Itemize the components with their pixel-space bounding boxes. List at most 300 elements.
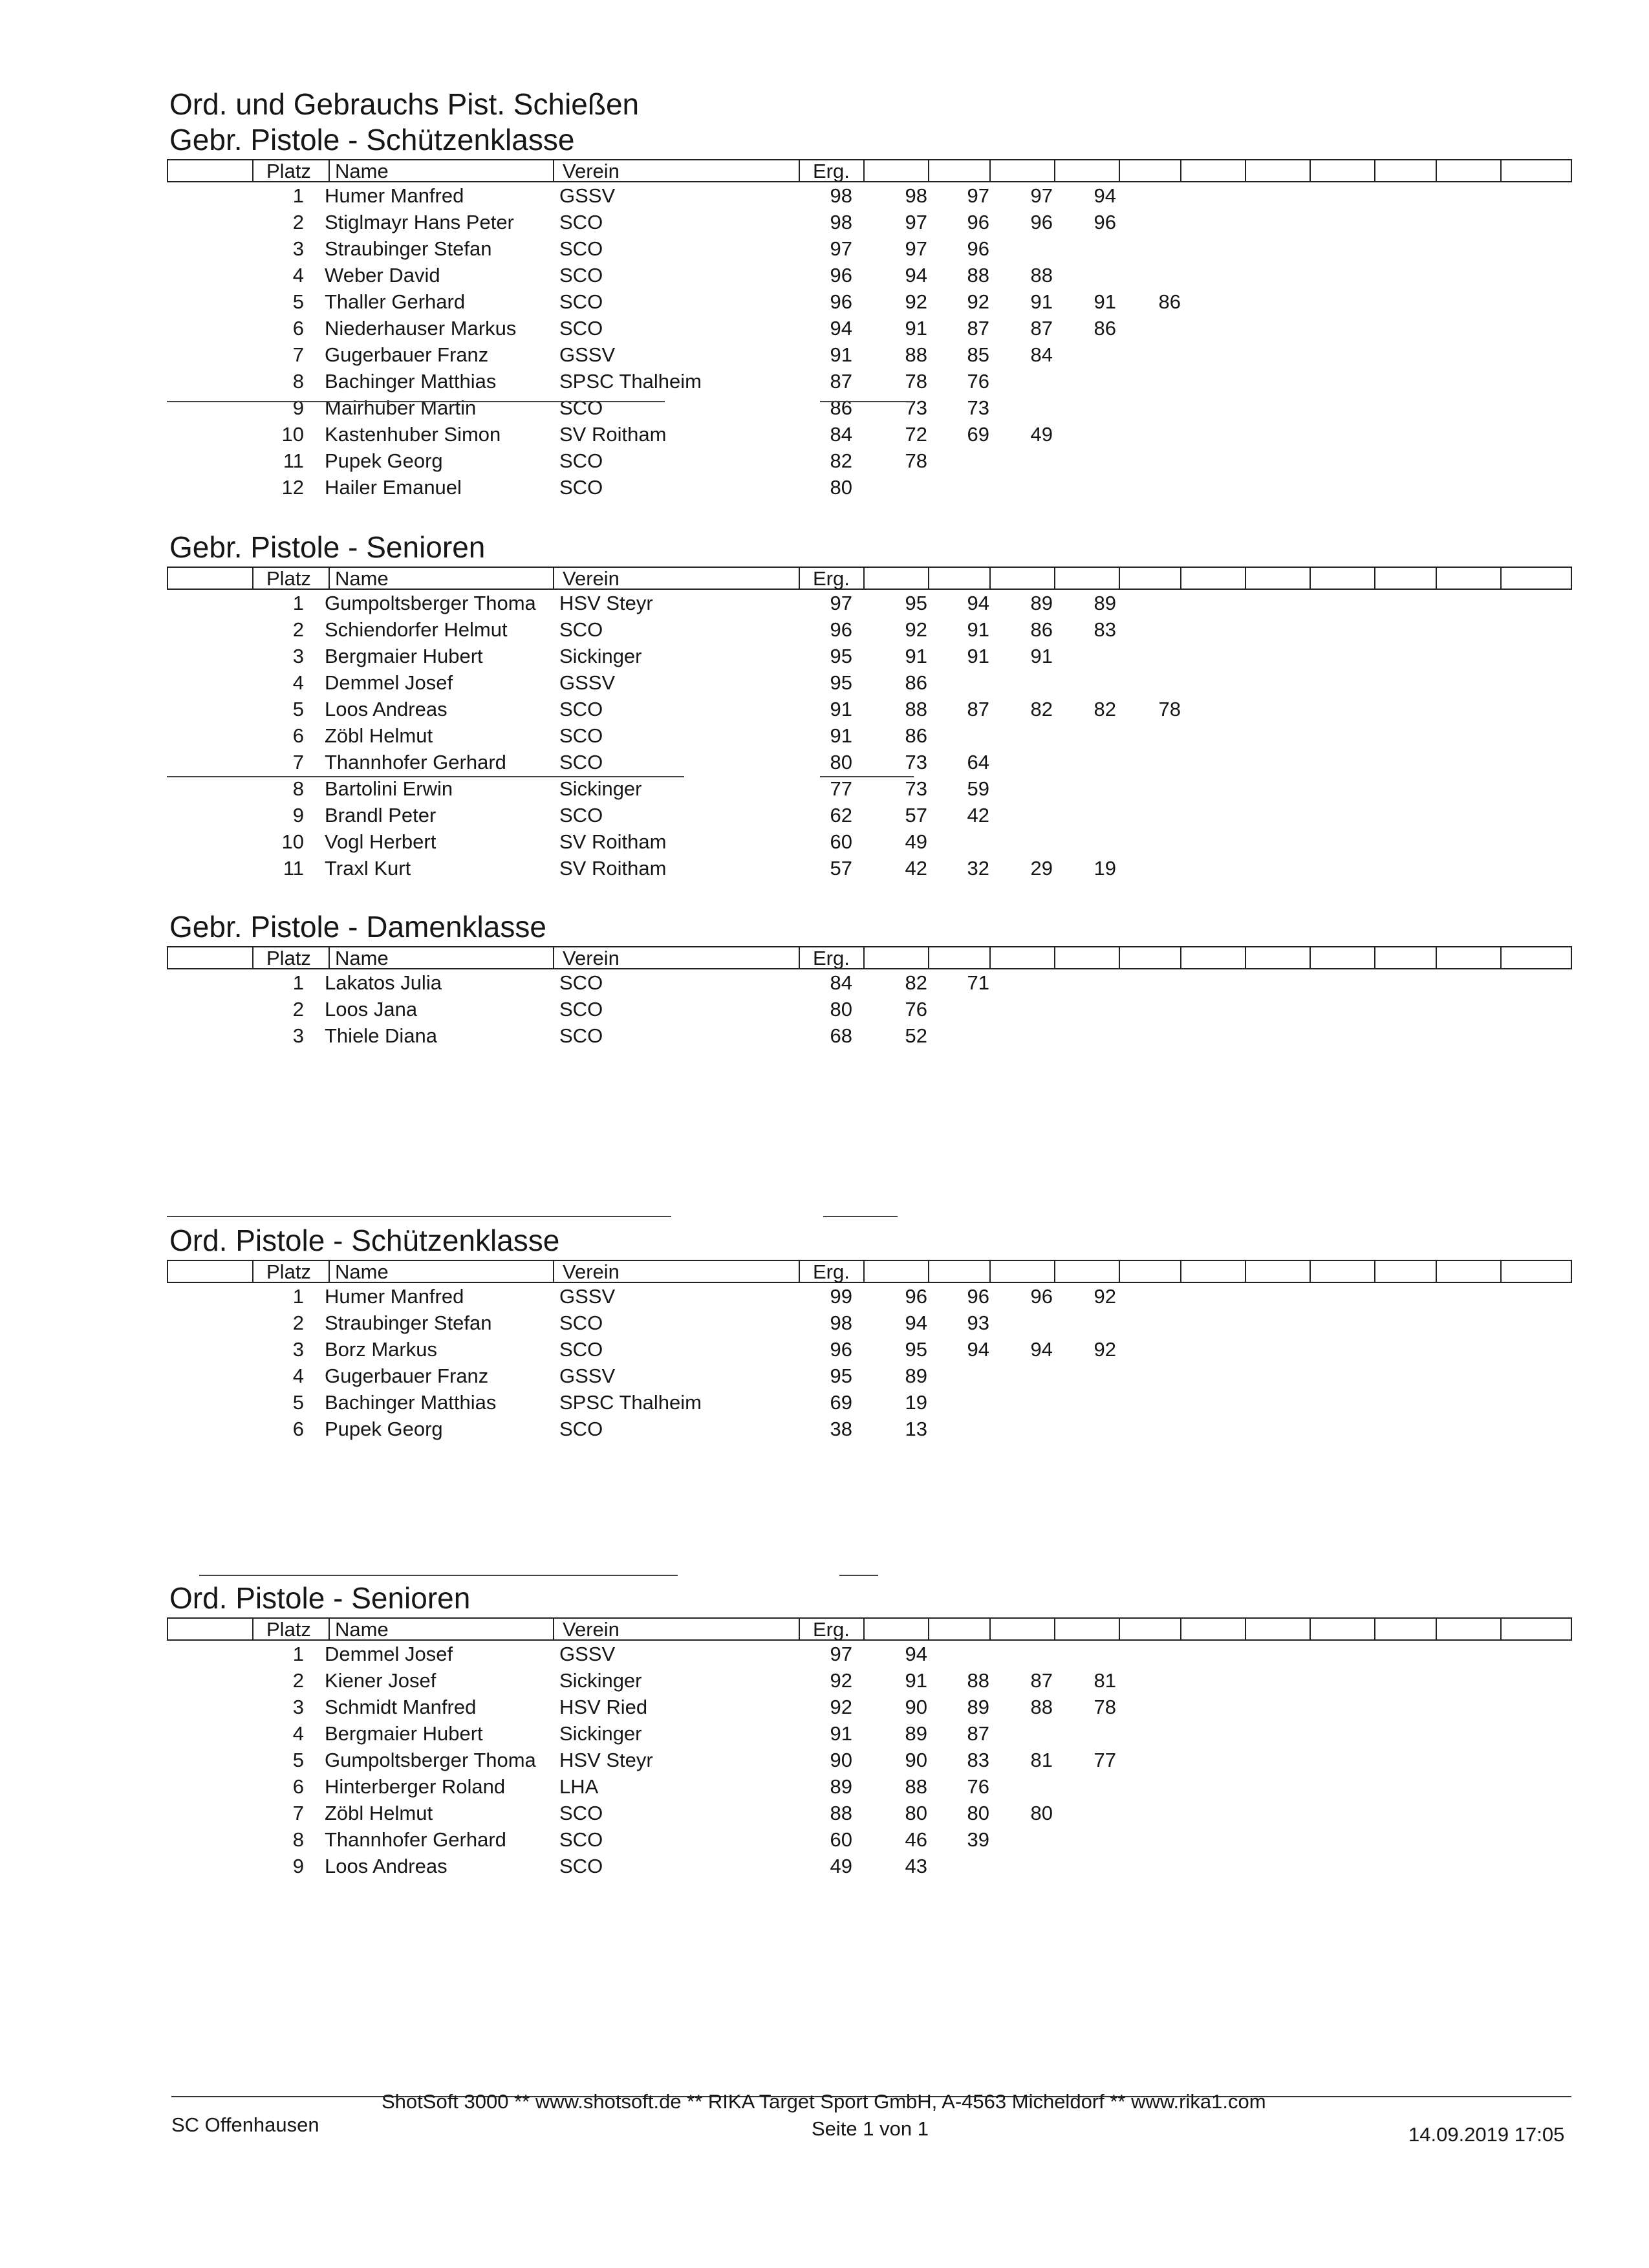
rank-cell: 6 bbox=[292, 1418, 304, 1440]
rank-cell: 6 bbox=[292, 724, 304, 747]
club-cell: HSV Ried bbox=[559, 1696, 648, 1718]
series-score-cell: 42 bbox=[905, 857, 927, 880]
header-name: Name bbox=[335, 567, 389, 590]
section-separator-rule bbox=[820, 401, 914, 402]
header-cell-divider bbox=[989, 1619, 991, 1639]
header-cell-divider bbox=[553, 568, 554, 589]
table-row bbox=[167, 1416, 1572, 1442]
series-score-cell: 76 bbox=[967, 1775, 989, 1798]
name-cell: Vogl Herbert bbox=[325, 830, 436, 853]
series-score-cell: 96 bbox=[1030, 211, 1053, 233]
series-score-cell: 29 bbox=[1030, 857, 1053, 880]
header-erg: Erg. bbox=[813, 947, 850, 969]
series-score-cell: 73 bbox=[905, 777, 927, 800]
series-score-cell: 95 bbox=[905, 1338, 927, 1361]
club-cell: SCO bbox=[559, 264, 603, 286]
club-cell: SCO bbox=[559, 1024, 603, 1047]
header-cell-divider bbox=[553, 160, 554, 181]
section-separator-rule bbox=[167, 776, 684, 777]
series-score-cell: 88 bbox=[905, 1775, 927, 1798]
rank-cell: 9 bbox=[292, 804, 304, 826]
header-platz: Platz bbox=[266, 947, 311, 969]
header-cell-divider bbox=[863, 160, 865, 181]
series-score-cell: 97 bbox=[967, 184, 989, 207]
section-title: Gebr. Pistole - Schützenklasse bbox=[169, 123, 575, 157]
header-cell-divider bbox=[553, 1261, 554, 1282]
result-cell: 97 bbox=[830, 1643, 852, 1665]
header-cell-divider bbox=[1500, 947, 1502, 968]
header-cell-divider bbox=[1245, 947, 1246, 968]
header-cell-divider bbox=[1374, 160, 1375, 181]
series-score-cell: 97 bbox=[905, 211, 927, 233]
name-cell: Thaller Gerhard bbox=[325, 290, 466, 313]
series-score-cell: 80 bbox=[905, 1802, 927, 1824]
series-score-cell: 96 bbox=[967, 237, 989, 260]
header-cell-divider bbox=[329, 1619, 330, 1639]
result-cell: 77 bbox=[830, 777, 852, 800]
table-header bbox=[167, 946, 1572, 969]
name-cell: Thiele Diana bbox=[325, 1024, 438, 1047]
table-row bbox=[167, 1283, 1572, 1310]
result-cell: 60 bbox=[830, 830, 852, 853]
club-cell: SCO bbox=[559, 449, 603, 472]
series-score-cell: 94 bbox=[967, 1338, 989, 1361]
series-score-cell: 94 bbox=[1094, 184, 1116, 207]
rank-cell: 5 bbox=[292, 698, 304, 720]
series-score-cell: 78 bbox=[905, 449, 927, 472]
name-cell: Stiglmayr Hans Peter bbox=[325, 211, 514, 233]
name-cell: Schmidt Manfred bbox=[325, 1696, 477, 1718]
rank-cell: 10 bbox=[281, 423, 304, 446]
name-cell: Niederhauser Markus bbox=[325, 317, 517, 340]
club-cell: SPSC Thalheim bbox=[559, 1391, 702, 1414]
header-cell-divider bbox=[1374, 1261, 1375, 1282]
result-cell: 96 bbox=[830, 290, 852, 313]
section-separator-rule bbox=[839, 1575, 878, 1576]
club-cell: SCO bbox=[559, 1855, 603, 1877]
name-cell: Humer Manfred bbox=[325, 184, 464, 207]
table-row bbox=[167, 590, 1572, 616]
series-score-cell: 13 bbox=[905, 1418, 927, 1440]
name-cell: Bachinger Matthias bbox=[325, 370, 497, 393]
table-row bbox=[167, 828, 1572, 855]
header-cell-divider bbox=[928, 1261, 929, 1282]
club-cell: SCO bbox=[559, 998, 603, 1021]
table-row bbox=[167, 315, 1572, 341]
header-cell-divider bbox=[799, 1619, 800, 1639]
header-cell-divider bbox=[1054, 1619, 1055, 1639]
result-cell: 84 bbox=[830, 423, 852, 446]
table-row bbox=[167, 394, 1572, 421]
table-row bbox=[167, 1773, 1572, 1800]
header-cell-divider bbox=[863, 1261, 865, 1282]
series-score-cell: 78 bbox=[1158, 698, 1181, 720]
club-cell: Sickinger bbox=[559, 777, 642, 800]
series-score-cell: 96 bbox=[1030, 1285, 1053, 1308]
result-cell: 95 bbox=[830, 645, 852, 667]
footer-software-credits: ShotSoft 3000 ** www.shotsoft.de ** RIKA Target Sport GmbH, A-4563 Micheldorf ** www.rika1.com bbox=[382, 2090, 1266, 2113]
header-cell-divider bbox=[1119, 947, 1120, 968]
header-cell-divider bbox=[1310, 1619, 1311, 1639]
header-cell-divider bbox=[1436, 947, 1437, 968]
rank-cell: 3 bbox=[292, 1024, 304, 1047]
table-row bbox=[167, 969, 1572, 996]
series-score-cell: 46 bbox=[905, 1828, 927, 1851]
club-cell: SCO bbox=[559, 396, 603, 419]
table-row bbox=[167, 1363, 1572, 1389]
series-score-cell: 98 bbox=[905, 184, 927, 207]
series-score-cell: 89 bbox=[1094, 592, 1116, 614]
header-cell-divider bbox=[1054, 160, 1055, 181]
header-cell-divider bbox=[1436, 568, 1437, 589]
table-row bbox=[167, 669, 1572, 696]
club-cell: SCO bbox=[559, 698, 603, 720]
rank-cell: 8 bbox=[292, 1828, 304, 1851]
header-cell-divider bbox=[989, 947, 991, 968]
result-cell: 91 bbox=[830, 724, 852, 747]
header-platz: Platz bbox=[266, 1618, 311, 1641]
name-cell: Gugerbauer Franz bbox=[325, 1365, 489, 1387]
series-score-cell: 91 bbox=[1094, 290, 1116, 313]
footer-datetime: 14.09.2019 17:05 bbox=[1408, 2123, 1565, 2146]
header-cell-divider bbox=[1310, 568, 1311, 589]
club-cell: Sickinger bbox=[559, 1669, 642, 1692]
club-cell: SPSC Thalheim bbox=[559, 370, 702, 393]
header-cell-divider bbox=[1245, 1261, 1246, 1282]
table-row bbox=[167, 1694, 1572, 1720]
club-cell: SCO bbox=[559, 1312, 603, 1334]
rank-cell: 11 bbox=[283, 449, 304, 472]
table-row bbox=[167, 421, 1572, 448]
club-cell: SCO bbox=[559, 618, 603, 641]
series-score-cell: 88 bbox=[905, 343, 927, 366]
series-score-cell: 88 bbox=[967, 264, 989, 286]
rank-cell: 5 bbox=[292, 1391, 304, 1414]
section-title: Ord. Pistole - Schützenklasse bbox=[169, 1224, 560, 1257]
header-cell-divider bbox=[252, 1261, 253, 1282]
table-header bbox=[167, 567, 1572, 590]
series-score-cell: 88 bbox=[905, 698, 927, 720]
header-cell-divider bbox=[799, 1261, 800, 1282]
series-score-cell: 78 bbox=[1094, 1696, 1116, 1718]
header-cell-divider bbox=[1119, 1619, 1120, 1639]
table-row bbox=[167, 1853, 1572, 1879]
name-cell: Pupek Georg bbox=[325, 1418, 443, 1440]
name-cell: Kastenhuber Simon bbox=[325, 423, 501, 446]
table-row bbox=[167, 1720, 1572, 1747]
header-erg: Erg. bbox=[813, 567, 850, 590]
series-score-cell: 83 bbox=[1094, 618, 1116, 641]
series-score-cell: 95 bbox=[905, 592, 927, 614]
header-cell-divider bbox=[329, 568, 330, 589]
name-cell: Thannhofer Gerhard bbox=[325, 751, 506, 773]
club-cell: SCO bbox=[559, 804, 603, 826]
header-cell-divider bbox=[928, 160, 929, 181]
name-cell: Loos Andreas bbox=[325, 1855, 447, 1877]
result-cell: 82 bbox=[830, 449, 852, 472]
series-score-cell: 96 bbox=[1094, 211, 1116, 233]
rank-cell: 8 bbox=[292, 370, 304, 393]
table-header bbox=[167, 1617, 1572, 1641]
result-cell: 49 bbox=[830, 1855, 852, 1877]
name-cell: Zöbl Helmut bbox=[325, 724, 433, 747]
result-cell: 80 bbox=[830, 751, 852, 773]
club-cell: SV Roitham bbox=[559, 830, 667, 853]
rank-cell: 6 bbox=[292, 317, 304, 340]
section-title: Gebr. Pistole - Senioren bbox=[169, 530, 486, 564]
club-cell: SCO bbox=[559, 211, 603, 233]
series-score-cell: 59 bbox=[967, 777, 989, 800]
name-cell: Demmel Josef bbox=[325, 1643, 453, 1665]
header-cell-divider bbox=[1180, 568, 1181, 589]
name-cell: Bergmaier Hubert bbox=[325, 645, 483, 667]
series-score-cell: 19 bbox=[1094, 857, 1116, 880]
table-row bbox=[167, 474, 1572, 501]
club-cell: SCO bbox=[559, 317, 603, 340]
series-score-cell: 87 bbox=[967, 698, 989, 720]
series-score-cell: 72 bbox=[905, 423, 927, 446]
club-cell: SCO bbox=[559, 1802, 603, 1824]
header-cell-divider bbox=[1310, 947, 1311, 968]
header-cell-divider bbox=[1374, 568, 1375, 589]
series-score-cell: 43 bbox=[905, 1855, 927, 1877]
rank-cell: 1 bbox=[292, 592, 304, 614]
header-cell-divider bbox=[1119, 1261, 1120, 1282]
name-cell: Lakatos Julia bbox=[325, 971, 442, 994]
rank-cell: 2 bbox=[292, 1312, 304, 1334]
name-cell: Weber David bbox=[325, 264, 440, 286]
club-cell: SCO bbox=[559, 290, 603, 313]
result-cell: 98 bbox=[830, 1312, 852, 1334]
series-score-cell: 91 bbox=[967, 645, 989, 667]
table-row bbox=[167, 616, 1572, 643]
header-cell-divider bbox=[1374, 947, 1375, 968]
rank-cell: 6 bbox=[292, 1775, 304, 1798]
club-cell: HSV Steyr bbox=[559, 1749, 653, 1771]
series-score-cell: 91 bbox=[1030, 290, 1053, 313]
series-score-cell: 85 bbox=[967, 343, 989, 366]
series-score-cell: 76 bbox=[967, 370, 989, 393]
header-cell-divider bbox=[1245, 1619, 1246, 1639]
rank-cell: 3 bbox=[292, 1338, 304, 1361]
name-cell: Bartolini Erwin bbox=[325, 777, 453, 800]
series-score-cell: 87 bbox=[967, 317, 989, 340]
section-separator-rule bbox=[199, 1575, 678, 1576]
section-title: Ord. Pistole - Senioren bbox=[169, 1581, 471, 1615]
rank-cell: 4 bbox=[292, 671, 304, 694]
rank-cell: 7 bbox=[292, 343, 304, 366]
series-score-cell: 92 bbox=[905, 618, 927, 641]
series-score-cell: 91 bbox=[905, 1669, 927, 1692]
result-cell: 57 bbox=[830, 857, 852, 880]
result-cell: 69 bbox=[830, 1391, 852, 1414]
header-cell-divider bbox=[1119, 568, 1120, 589]
section-separator-rule bbox=[823, 1216, 898, 1217]
header-cell-divider bbox=[553, 1619, 554, 1639]
header-cell-divider bbox=[1180, 160, 1181, 181]
header-cell-divider bbox=[1436, 1619, 1437, 1639]
table-row bbox=[167, 855, 1572, 881]
rank-cell: 3 bbox=[292, 1696, 304, 1718]
table-row bbox=[167, 209, 1572, 235]
series-score-cell: 90 bbox=[905, 1696, 927, 1718]
header-cell-divider bbox=[1500, 568, 1502, 589]
result-cell: 60 bbox=[830, 1828, 852, 1851]
result-cell: 84 bbox=[830, 971, 852, 994]
table-row bbox=[167, 235, 1572, 262]
header-cell-divider bbox=[252, 1619, 253, 1639]
result-cell: 91 bbox=[830, 698, 852, 720]
result-cell: 92 bbox=[830, 1669, 852, 1692]
series-score-cell: 86 bbox=[1030, 618, 1053, 641]
header-cell-divider bbox=[989, 568, 991, 589]
header-cell-divider bbox=[252, 568, 253, 589]
header-cell-divider bbox=[1054, 1261, 1055, 1282]
series-score-cell: 87 bbox=[1030, 317, 1053, 340]
page-title: Ord. und Gebrauchs Pist. Schießen bbox=[169, 87, 640, 121]
series-score-cell: 86 bbox=[1158, 290, 1181, 313]
result-cell: 95 bbox=[830, 671, 852, 694]
name-cell: Borz Markus bbox=[325, 1338, 437, 1361]
club-cell: GSSV bbox=[559, 1643, 616, 1665]
club-cell: GSSV bbox=[559, 343, 616, 366]
header-cell-divider bbox=[1180, 1619, 1181, 1639]
header-cell-divider bbox=[863, 568, 865, 589]
rank-cell: 5 bbox=[292, 290, 304, 313]
result-cell: 88 bbox=[830, 1802, 852, 1824]
header-cell-divider bbox=[863, 1619, 865, 1639]
header-cell-divider bbox=[1180, 1261, 1181, 1282]
header-cell-divider bbox=[799, 160, 800, 181]
rank-cell: 3 bbox=[292, 645, 304, 667]
header-cell-divider bbox=[1374, 1619, 1375, 1639]
club-cell: GSSV bbox=[559, 671, 616, 694]
header-name: Name bbox=[335, 160, 389, 182]
series-score-cell: 19 bbox=[905, 1391, 927, 1414]
series-score-cell: 81 bbox=[1030, 1749, 1053, 1771]
rank-cell: 2 bbox=[292, 618, 304, 641]
series-score-cell: 86 bbox=[1094, 317, 1116, 340]
header-cell-divider bbox=[1310, 160, 1311, 181]
rank-cell: 7 bbox=[292, 751, 304, 773]
result-cell: 80 bbox=[830, 476, 852, 499]
club-cell: GSSV bbox=[559, 184, 616, 207]
club-cell: HSV Steyr bbox=[559, 592, 653, 614]
header-cell-divider bbox=[1500, 160, 1502, 181]
section-separator-rule bbox=[167, 1216, 671, 1217]
rank-cell: 3 bbox=[292, 237, 304, 260]
result-cell: 97 bbox=[830, 237, 852, 260]
rank-cell: 2 bbox=[292, 998, 304, 1021]
header-verein: Verein bbox=[563, 1260, 620, 1283]
series-score-cell: 89 bbox=[1030, 592, 1053, 614]
series-score-cell: 80 bbox=[1030, 1802, 1053, 1824]
rank-cell: 1 bbox=[292, 971, 304, 994]
series-score-cell: 73 bbox=[905, 751, 927, 773]
name-cell: Gumpoltsberger Thoma bbox=[325, 592, 536, 614]
result-cell: 95 bbox=[830, 1365, 852, 1387]
table-row bbox=[167, 996, 1572, 1022]
table-row bbox=[167, 1022, 1572, 1049]
rank-cell: 4 bbox=[292, 1722, 304, 1745]
club-cell: SV Roitham bbox=[559, 423, 667, 446]
result-cell: 38 bbox=[830, 1418, 852, 1440]
table-row bbox=[167, 1641, 1572, 1667]
series-score-cell: 52 bbox=[905, 1024, 927, 1047]
header-platz: Platz bbox=[266, 567, 311, 590]
rank-cell: 11 bbox=[283, 857, 304, 880]
footer-page-number: Seite 1 von 1 bbox=[812, 2117, 929, 2140]
result-cell: 96 bbox=[830, 1338, 852, 1361]
table-row bbox=[167, 1389, 1572, 1416]
club-cell: SCO bbox=[559, 751, 603, 773]
series-score-cell: 94 bbox=[1030, 1338, 1053, 1361]
header-cell-divider bbox=[928, 1619, 929, 1639]
result-cell: 91 bbox=[830, 343, 852, 366]
name-cell: Hailer Emanuel bbox=[325, 476, 462, 499]
rank-cell: 1 bbox=[292, 184, 304, 207]
series-score-cell: 64 bbox=[967, 751, 989, 773]
series-score-cell: 91 bbox=[905, 317, 927, 340]
table-row bbox=[167, 448, 1572, 474]
header-cell-divider bbox=[989, 1261, 991, 1282]
table-row bbox=[167, 1667, 1572, 1694]
table-row bbox=[167, 722, 1572, 749]
club-cell: SCO bbox=[559, 1418, 603, 1440]
name-cell: Schiendorfer Helmut bbox=[325, 618, 508, 641]
series-score-cell: 93 bbox=[967, 1312, 989, 1334]
series-score-cell: 88 bbox=[1030, 1696, 1053, 1718]
table-row bbox=[167, 1800, 1572, 1826]
series-score-cell: 49 bbox=[1030, 423, 1053, 446]
series-score-cell: 87 bbox=[1030, 1669, 1053, 1692]
series-score-cell: 90 bbox=[905, 1749, 927, 1771]
series-score-cell: 96 bbox=[905, 1285, 927, 1308]
header-erg: Erg. bbox=[813, 160, 850, 182]
header-name: Name bbox=[335, 1260, 389, 1283]
table-row bbox=[167, 262, 1572, 288]
header-platz: Platz bbox=[266, 160, 311, 182]
rank-cell: 9 bbox=[292, 396, 304, 419]
series-score-cell: 91 bbox=[1030, 645, 1053, 667]
series-score-cell: 91 bbox=[905, 645, 927, 667]
header-cell-divider bbox=[329, 160, 330, 181]
header-cell-divider bbox=[1436, 160, 1437, 181]
name-cell: Loos Jana bbox=[325, 998, 418, 1021]
table-row bbox=[167, 1826, 1572, 1853]
club-cell: SCO bbox=[559, 237, 603, 260]
name-cell: Thannhofer Gerhard bbox=[325, 1828, 506, 1851]
name-cell: Pupek Georg bbox=[325, 449, 443, 472]
series-score-cell: 82 bbox=[1030, 698, 1053, 720]
name-cell: Gugerbauer Franz bbox=[325, 343, 489, 366]
club-cell: LHA bbox=[559, 1775, 599, 1798]
series-score-cell: 83 bbox=[967, 1749, 989, 1771]
header-erg: Erg. bbox=[813, 1260, 850, 1283]
rank-cell: 10 bbox=[281, 830, 304, 853]
result-cell: 87 bbox=[830, 370, 852, 393]
series-score-cell: 69 bbox=[967, 423, 989, 446]
header-name: Name bbox=[335, 947, 389, 969]
result-cell: 94 bbox=[830, 317, 852, 340]
result-cell: 97 bbox=[830, 592, 852, 614]
result-cell: 86 bbox=[830, 396, 852, 419]
series-score-cell: 71 bbox=[967, 971, 989, 994]
name-cell: Mairhuber Martin bbox=[325, 396, 477, 419]
series-score-cell: 32 bbox=[967, 857, 989, 880]
name-cell: Straubinger Stefan bbox=[325, 237, 492, 260]
header-cell-divider bbox=[799, 568, 800, 589]
